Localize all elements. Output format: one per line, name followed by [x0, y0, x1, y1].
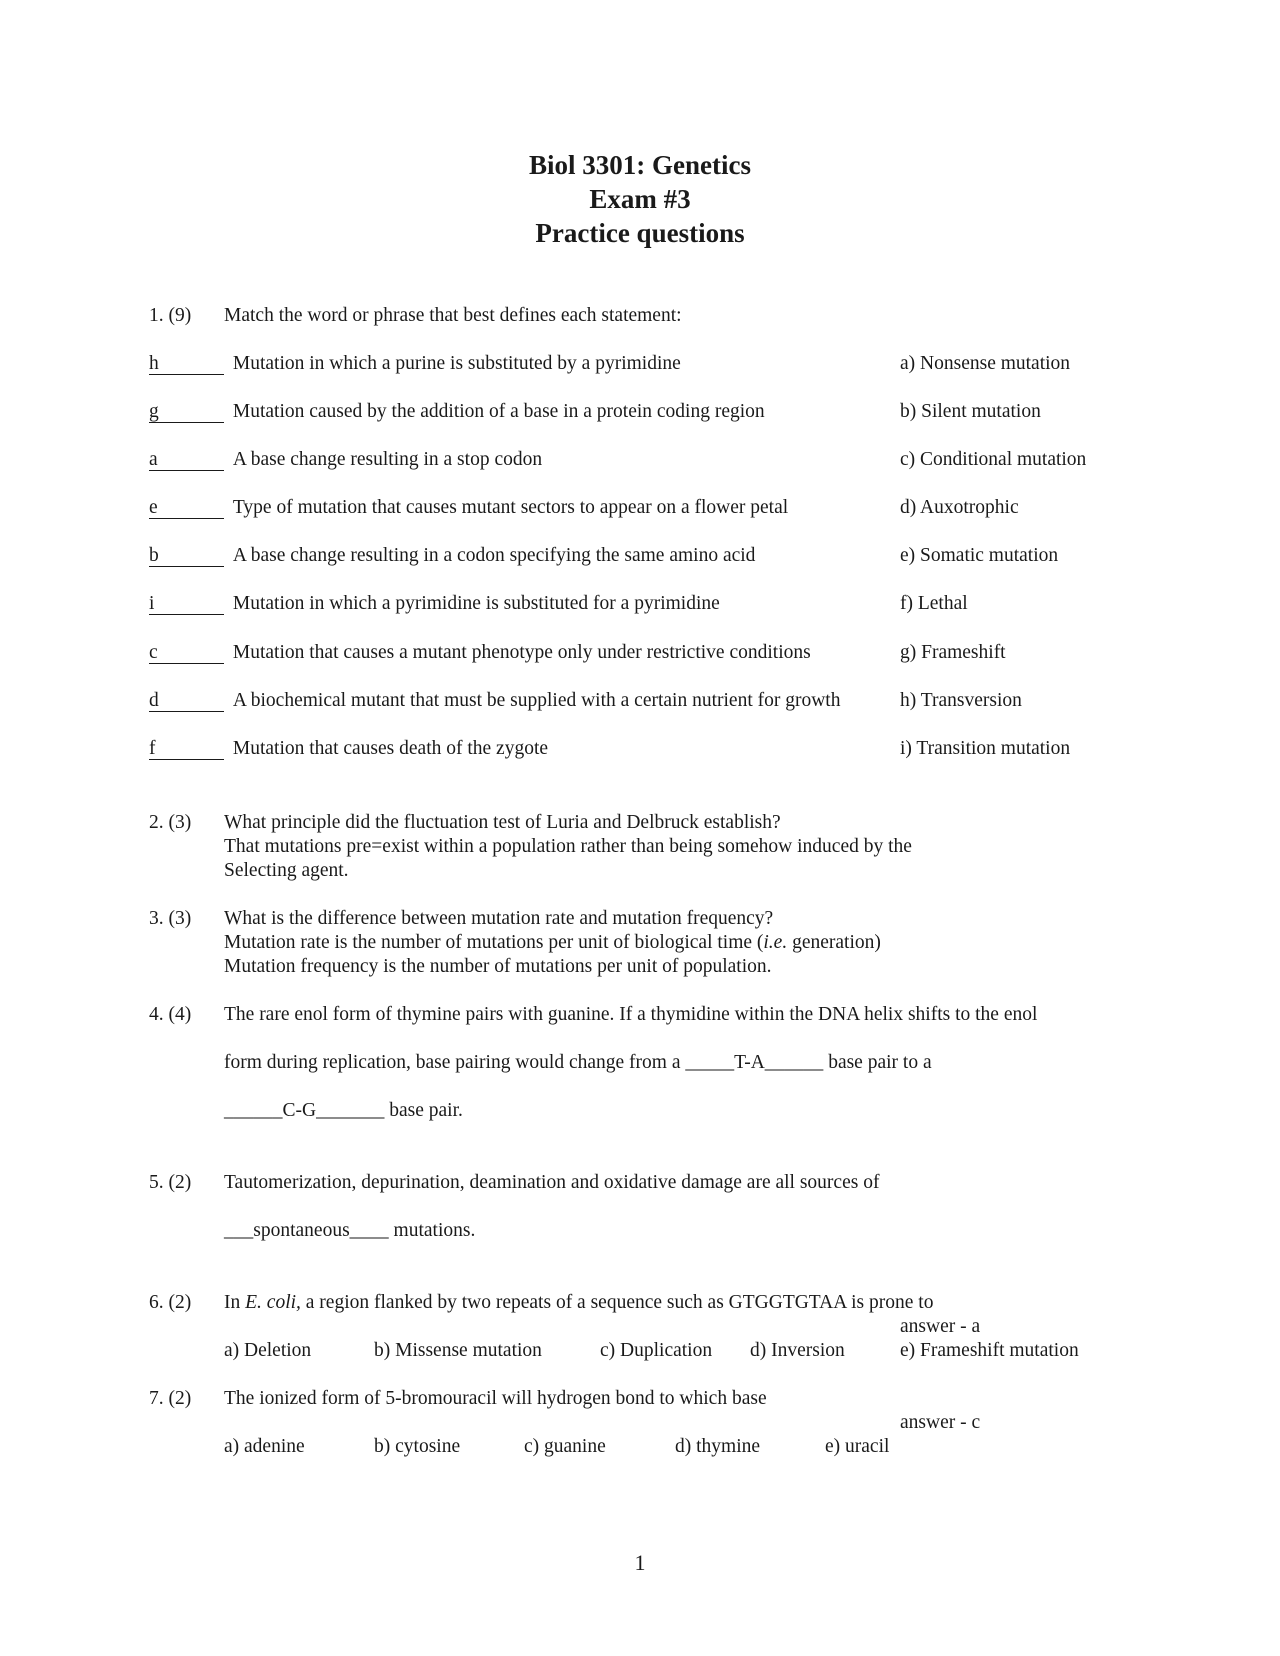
q2-number: 2. (3) [149, 812, 192, 833]
match-answer: i [149, 594, 224, 615]
match-statement: A base change resulting in a stop codon [232, 449, 543, 470]
match-answer: g [149, 402, 224, 423]
q1-number: 1. (9) [149, 305, 192, 326]
q3-question: What is the difference between mutation rate and mutation frequency? [224, 908, 774, 929]
q6-option: b) Missense mutation [374, 1340, 542, 1361]
q4-line1: The rare enol form of thymine pairs with guanine. If a thymidine within the DNA helix shifts to the enol [224, 1004, 1038, 1025]
q7-option: c) guanine [524, 1436, 606, 1457]
q7-question: The ionized form of 5-bromouracil will hydrogen bond to which base [224, 1388, 767, 1409]
q6-option: c) Duplication [600, 1340, 713, 1361]
q6-text-end: a region flanked by two repeats of a sequence such as GTGGTGTAA is prone to [300, 1292, 934, 1313]
q7-option: d) thymine [675, 1436, 761, 1457]
q2-answer-line1: That mutations pre=exist within a population rather than being somehow induced by the [224, 836, 912, 857]
match-answer: c [149, 643, 224, 664]
q5-line2 [224, 1219, 475, 1243]
match-option: c) Conditional mutation [900, 449, 1087, 470]
q7-number: 7. (2) [149, 1388, 192, 1409]
match-statement: Mutation that causes death of the zygote [232, 738, 549, 759]
match-statement: Type of mutation that causes mutant sectors to appear on a flower petal [232, 497, 789, 518]
q4-line2-text: form during replication, base pairing would change from a [224, 1052, 686, 1073]
q4-number: 4. (4) [149, 1004, 192, 1025]
match-row [149, 592, 720, 616]
match-statement: Mutation in which a purine is substituted by a pyrimidine [232, 353, 681, 374]
q4-answer-blank-2: ______C-G_______ [224, 1100, 385, 1121]
match-option: g) Frameshift [900, 642, 1006, 663]
q5-line2-text: mutations. [388, 1220, 476, 1241]
q3-rate-text-end: generation) [787, 932, 881, 953]
match-option: d) Auxotrophic [900, 497, 1019, 518]
course-title: Biol 3301: Genetics [529, 150, 751, 180]
q7-option: a) adenine [224, 1436, 305, 1457]
q7-option: e) uracil [825, 1436, 890, 1457]
match-answer: e [149, 498, 224, 519]
exam-title: Exam #3 [589, 184, 691, 214]
q6-answer-note: answer - a [900, 1316, 981, 1337]
q7-option: b) cytosine [374, 1436, 461, 1457]
page-number: 1 [634, 1550, 646, 1575]
match-row [149, 544, 755, 568]
match-statement: Mutation that causes a mutant phenotype only under restrictive conditions [232, 642, 811, 663]
match-statement: Mutation caused by the addition of a base in a protein coding region [232, 401, 765, 422]
q4-answer-blank-1: _____T-A______ [685, 1052, 824, 1073]
match-row [149, 689, 840, 713]
q4-line2-text-end: base pair to a [823, 1052, 932, 1073]
match-row [149, 641, 811, 665]
match-row [149, 400, 765, 424]
match-statement: Mutation in which a pyrimidine is substituted for a pyrimidine [232, 593, 720, 614]
match-answer: b [149, 546, 224, 567]
match-row [149, 737, 548, 761]
q2-question: What principle did the fluctuation test of Luria and Delbruck establish? [224, 812, 781, 833]
q3-rate-text: Mutation rate is the number of mutations per unit of biological time ( [224, 932, 764, 953]
q6-option: a) Deletion [224, 1340, 312, 1361]
q7-answer-note: answer - c [900, 1412, 981, 1433]
q5-answer-blank: ___spontaneous____ [224, 1220, 389, 1241]
match-option: e) Somatic mutation [900, 545, 1059, 566]
match-answer: h [149, 354, 224, 375]
q3-frequency-line: Mutation frequency is the number of mutations per unit of population. [224, 956, 772, 977]
q6-organism: E. coli, [245, 1292, 301, 1313]
match-option: h) Transversion [900, 690, 1022, 711]
q6-number: 6. (2) [149, 1292, 192, 1313]
q4-line3-text: base pair. [384, 1100, 463, 1121]
match-row [149, 448, 542, 472]
match-option: a) Nonsense mutation [900, 353, 1071, 374]
document-subtitle: Practice questions [535, 218, 745, 248]
match-answer: d [149, 691, 224, 712]
match-option: b) Silent mutation [900, 401, 1041, 422]
q3-number: 3. (3) [149, 908, 192, 929]
match-row [149, 352, 681, 376]
q6-question [224, 1291, 933, 1315]
q5-number: 5. (2) [149, 1172, 192, 1193]
q6-option: d) Inversion [750, 1340, 845, 1361]
q6-text: In [224, 1292, 246, 1313]
match-row [149, 496, 788, 520]
q6-option: e) Frameshift mutation [900, 1340, 1079, 1361]
match-option: f) Lethal [900, 593, 968, 614]
q4-line2 [224, 1051, 932, 1075]
match-answer: a [149, 450, 224, 471]
match-option: i) Transition mutation [900, 738, 1071, 759]
q4-line3 [224, 1099, 463, 1123]
q3-rate-line [224, 931, 881, 955]
match-statement: A base change resulting in a codon specifying the same amino acid [232, 545, 756, 566]
match-answer: f [149, 739, 224, 760]
q5-line1: Tautomerization, depurination, deamination and oxidative damage are all sources of [224, 1172, 880, 1193]
q3-rate-italic: i.e. [763, 932, 788, 953]
match-statement: A biochemical mutant that must be supplied with a certain nutrient for growth [232, 690, 841, 711]
q1-prompt: Match the word or phrase that best defines each statement: [224, 305, 682, 326]
q2-answer-line2: Selecting agent. [224, 860, 349, 881]
